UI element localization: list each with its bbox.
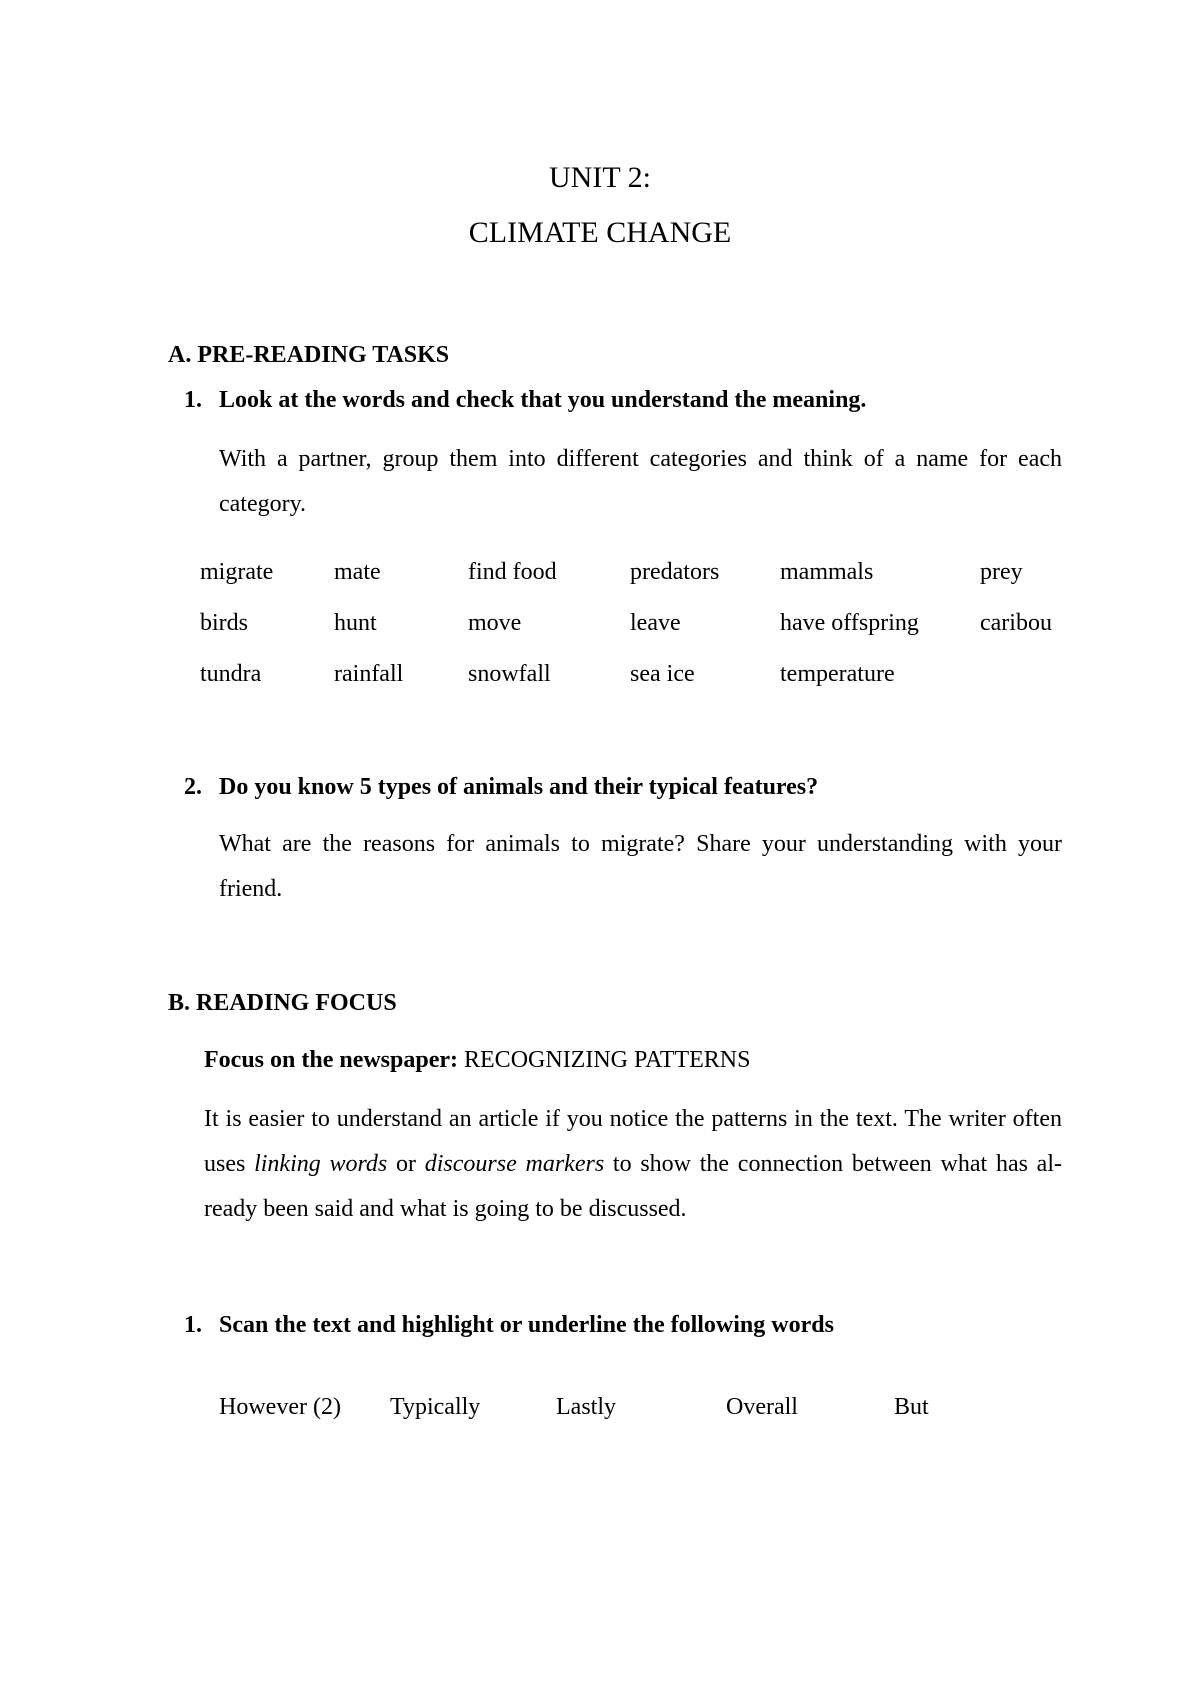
word-cell: tundra [200, 661, 262, 687]
focus-label: Focus on the newspaper: [204, 1047, 459, 1073]
scan-task-number: 1. [184, 1312, 202, 1338]
word-cell: migrate [200, 559, 274, 585]
word-cell: move [468, 610, 522, 636]
focus-line [204, 1045, 750, 1075]
reading-focus-paragraph [204, 1097, 1062, 1232]
word-cell: snowfall [468, 661, 551, 687]
scan-task-instruction: Scan the text and highlight or underline the following words [219, 1312, 834, 1338]
word-cell: temperature [780, 661, 895, 687]
scan-word: Lastly [556, 1394, 616, 1420]
scan-word: Typically [390, 1394, 481, 1420]
section-a-heading: A. PRE-READING TASKS [168, 342, 450, 368]
task-2-number: 2. [184, 774, 202, 800]
focus-value: RECOGNIZING PATTERNS [458, 1047, 751, 1073]
scan-word: However (2) [219, 1394, 341, 1420]
task-1-number: 1. [184, 387, 202, 413]
scan-word: Overall [726, 1394, 798, 1420]
linking-words-term: linking words [254, 1151, 388, 1177]
word-cell: prey [980, 559, 1023, 585]
word-cell: predators [630, 559, 720, 585]
word-cell: caribou [980, 610, 1052, 636]
word-cell: mate [334, 559, 381, 585]
task-1-paragraph: With a partner, group them into different categories and think of a name for each category. [219, 446, 1062, 517]
unit-title: CLIMATE CHANGE [468, 216, 732, 249]
word-cell: hunt [334, 610, 377, 636]
word-cell: mammals [780, 559, 874, 585]
word-cell: find food [468, 559, 557, 585]
unit-number: UNIT 2: [549, 161, 651, 194]
word-cell: rainfall [334, 661, 404, 687]
discourse-markers-term: discourse markers [424, 1151, 605, 1177]
task-1-instruction: Look at the words and check that you understand the meaning. [219, 387, 867, 413]
word-cell: birds [200, 610, 248, 636]
paragraph-text: to show the connection between what has al- ready been said and what is going to be discussed. [204, 1151, 1062, 1222]
task-2-instruction: Do you know 5 types of animals and their typical features? [219, 774, 819, 800]
paragraph-text: It is easier to understand an article if you notice the patterns in the text. The writer often uses [204, 1106, 1062, 1177]
paragraph-text: or [387, 1151, 425, 1177]
section-b-heading: B. READING FOCUS [168, 990, 397, 1016]
word-cell: have offspring [780, 610, 919, 636]
word-cell: leave [630, 610, 681, 636]
word-cell: sea ice [630, 661, 695, 687]
task-2-paragraph: What are the reasons for animals to migrate? Share your understanding with your friend. [219, 831, 1062, 902]
scan-word: But [894, 1394, 929, 1420]
